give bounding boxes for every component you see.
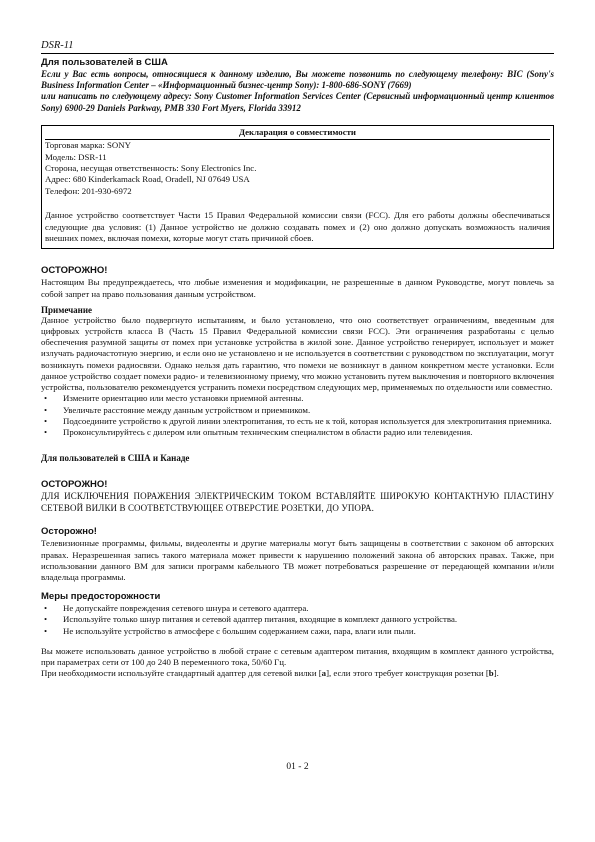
usa-canada-heading: Для пользователей в США и Канаде (41, 453, 190, 464)
declaration-line: Адрес: 680 Kinderkamack Road, Oradell, NJ 07649 USA (45, 174, 250, 185)
fcc-compliance-text: Данное устройство соответствует Части 15 Правил Федеральной комиссии связи (FCC). Для его работы должны обеспечиваться следующие два условия: (1) Данное устройство не должно создавать помех и (2) оно должно допускать возможность наличия внешних помех, включая помехи, которые могут стать причиной сбоев. (45, 210, 550, 244)
mark-b: b (488, 668, 494, 679)
declaration-line: Телефон: 201-930-6972 (45, 185, 132, 196)
list-item: • Используйте только шнур питания и сетевой адаптер питания, входящие в комплект данного устройства. (44, 614, 458, 625)
list-item: • Не допускайте повреждения сетевого шнура и сетевого адаптера. (44, 603, 309, 614)
precautions-list (41, 603, 554, 637)
usa-users-heading: Для пользователей в США (41, 57, 168, 68)
list-item: • Измените ориентацию или место установки приемной антенны. (44, 393, 304, 404)
declaration-line: Модель: DSR-11 (45, 151, 107, 162)
bullet-icon: • (44, 614, 48, 625)
bullet-icon: • (44, 415, 48, 426)
note-heading: Примечание (41, 304, 93, 315)
bullet-icon: • (44, 603, 48, 614)
note-list (41, 393, 554, 438)
plug-adapter-text: При необходимости используйте стандартный адаптер для сетевой вилки [a], если этого требует конструкция розетки [b]. (41, 668, 499, 679)
note-text: Данное устройство было подвергнуто испытаниям, и было установлено, что оно соответствует ограничениям, введенным для цифровых устройств класса В (Часть 15 Правил Федеральной комиссии связи FCC). Эти ограничения разработаны с целью обеспечения разумной защиты от помех при установке устройства в жилой зоне. Данное устройство генерирует, использует и может излучать радиочастотную энергию, и если оно не установлено и не используется в соответствии с руководством по эксплуатации, могут возникнуть помехи радиосвязи. Однако нельзя дать гарантию, что помехи не возникнут в данном конкретном месте установки. Если данное устройство создает помехи радио- и телевизионному приему, что можно установить путем выключения и повторного включения устройства, пользователю рекомендуется устранить помехи посредством следующих мер, применяемых по отдельности или совместно. (41, 314, 554, 393)
copyright-caution-heading: Осторожно! (41, 526, 97, 538)
bullet-icon: • (44, 404, 48, 415)
list-item: • Не используйте устройство в атмосфере с большим содержанием сажи, пара, влаги или пыли. (44, 625, 416, 636)
shock-warning-heading: ОСТОРОЖНО! (41, 479, 108, 491)
bullet-icon: • (44, 426, 48, 437)
bullet-icon: • (44, 393, 48, 404)
mark-a: a (321, 668, 327, 679)
copyright-caution-text: Телевизионные программы, фильмы, видеоленты и другие материалы могут быть защищены в соответствии с законом об авторских правах. Неразрешенная запись такого материала может привести к нарушению положений закона об авторских правах. Также, при использовании данного ВМ для записи программ кабельного ТВ может потребоваться разрешение от передающей компании и/или владельца программы. (41, 538, 554, 582)
header-rule (41, 53, 554, 54)
warning-heading: ОСТОРОЖНО! (41, 265, 108, 277)
usa-address-text: или написать по следующему адресу: Sony Customer Information Services Center (Сервисный информационный центр клиентов Sony) 6900-29 Daniels Parkway, PMB 330 Fort Myers, Florida 33912 (41, 91, 554, 113)
power-adapter-text: Вы можете использовать данное устройство в любой стране с сетевым адаптером питания, входящим в комплект данного устройства, при параметрах сети от 100 до 240 В переменного тока, 50/60 Гц. (41, 645, 554, 667)
usa-contact-text: Если у Вас есть вопросы, относящиеся к данному изделию, Вы можете позвонить по следующему телефону: BIC (Sony's Business Information Center – «Информационный бизнес-центр Sony): 1-800-686-SONY (7669) (41, 69, 554, 91)
declaration-line: Торговая марка: SONY (45, 140, 131, 151)
list-item: • Подсоедините устройство к другой линии электропитания, то есть не к той, которая используется для электропитания приемника. (44, 415, 552, 426)
list-item: • Проконсультируйтесь с дилером или опытным техническим специалистом в области радио или телевидения. (44, 426, 473, 437)
declaration-box (41, 125, 554, 250)
list-item: • Увеличьте расстояние между данным устройством и приемником. (44, 404, 311, 415)
bullet-icon: • (44, 625, 48, 636)
shock-warning-text: ДЛЯ ИСКЛЮЧЕНИЯ ПОРАЖЕНИЯ ЭЛЕКТРИЧЕСКИМ ТОКОМ ВСТАВЛЯЙТЕ ШИРОКУЮ КОНТАКТНУЮ ПЛАСТИНУ СЕТЕВОЙ ВИЛКИ В СООТВЕТСТВУЮЩЕЕ ОТВЕРСТИЕ РОЗЕТКИ, ДО УПОРА. (41, 491, 554, 513)
declaration-title: Декларация о совместимости (45, 127, 550, 140)
warning-text: Настоящим Вы предупреждаетесь, что любые изменения и модификации, не разрешенные в данном Руководстве, могут повлечь за собой запрет на право пользования данным устройством. (41, 277, 554, 299)
precautions-heading: Меры предосторожности (41, 591, 161, 603)
page (41, 40, 554, 679)
model-header: DSR-11 (41, 40, 74, 51)
declaration-line: Сторона, несущая ответственность: Sony Electronics Inc. (45, 163, 257, 174)
page-number: 01 - 2 (286, 762, 309, 772)
